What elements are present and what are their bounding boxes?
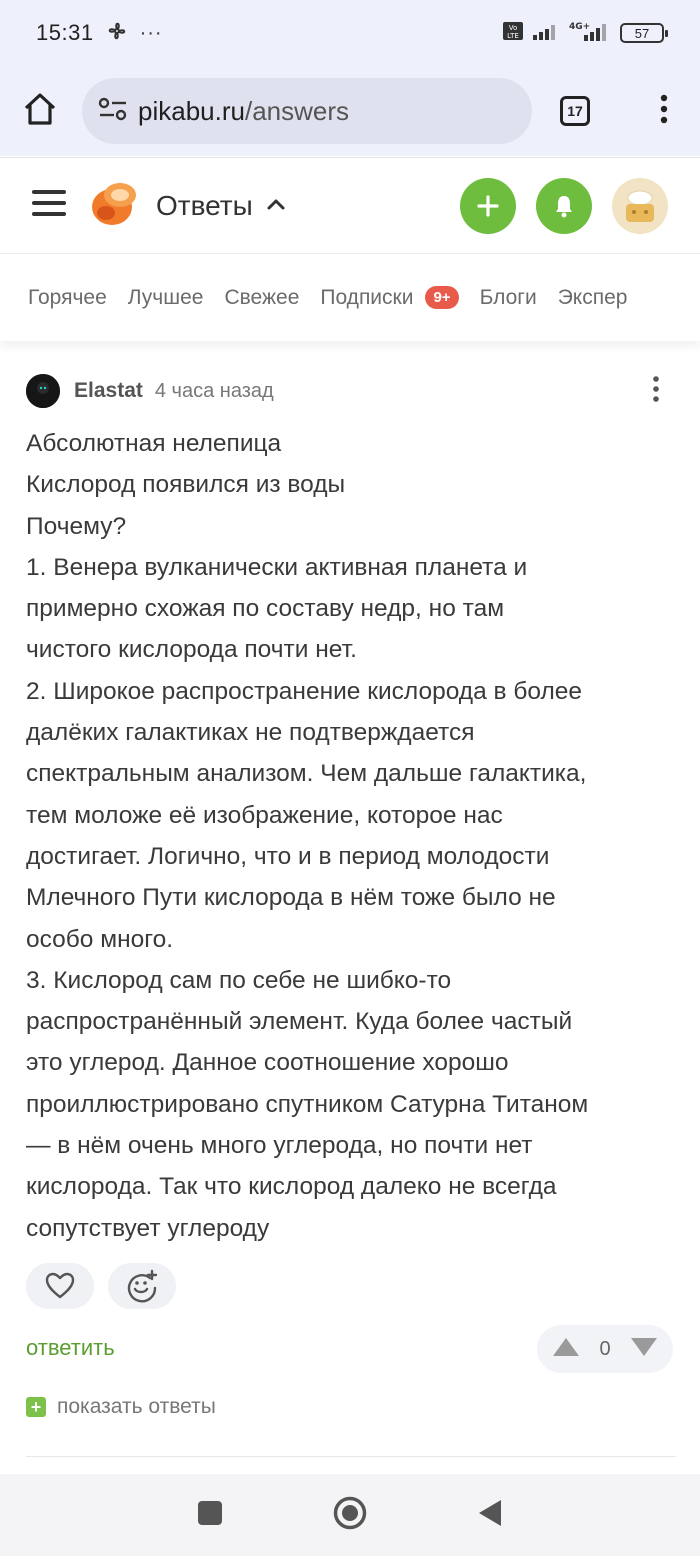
create-post-button[interactable] (460, 178, 516, 234)
notifications-button[interactable] (536, 178, 592, 234)
comment-line: Млечного Пути кислорода в нём тоже было не (26, 884, 556, 912)
reply-link[interactable]: ответить (26, 1335, 115, 1360)
comment-line: — в нём очень много углерода, но почти нет (26, 1132, 533, 1160)
comment-line: далёких галактиках не подтверждается (26, 719, 475, 747)
bell-icon (553, 194, 575, 218)
plus-square-icon: + (26, 1397, 46, 1417)
browser-menu-icon[interactable] (660, 94, 668, 129)
tab-fresh[interactable]: Свежее (224, 285, 300, 309)
comment-line: Почему? (26, 512, 127, 540)
chevron-up-icon[interactable] (267, 197, 285, 215)
subscriptions-badge: 9+ (425, 286, 458, 309)
comment-line: Абсолютная нелепица (26, 430, 282, 457)
comment-time[interactable]: 4 часа назад (154, 379, 274, 402)
tab-subscriptions[interactable] (320, 286, 458, 310)
tab-best[interactable]: Лучшее (127, 285, 204, 309)
user-avatar[interactable] (612, 178, 668, 234)
tab-hot[interactable]: Горячее (28, 285, 107, 309)
fan-icon (106, 20, 128, 47)
comment-line: сопутствует углероду (26, 1214, 270, 1242)
comment-line: кислорода. Так что кислород далеко не всегда (26, 1173, 557, 1201)
like-button[interactable] (26, 1263, 94, 1309)
url-host: pikabu.ru (138, 95, 245, 126)
comment-line: спектральным анализом. Чем дальше галактика, (26, 760, 587, 788)
smiley-plus-icon (125, 1269, 159, 1303)
hamburger-menu-icon[interactable] (32, 188, 66, 223)
status-more-dots: ··· (139, 21, 163, 44)
svg-text:4G+: 4G+ (569, 21, 591, 32)
comment-line: чистого кислорода почти нет. (26, 636, 357, 664)
divider (26, 1456, 676, 1457)
comment-line: проиллюстрировано спутником Сатурна Титаном (26, 1090, 589, 1118)
tab-subscriptions-label: Подписки (320, 285, 414, 309)
heart-icon (45, 1272, 75, 1300)
home-circle-icon[interactable] (333, 1496, 367, 1535)
reactions-bar (26, 1263, 176, 1309)
recent-apps-icon[interactable] (197, 1500, 223, 1531)
home-icon[interactable] (20, 89, 60, 134)
url-text (138, 96, 349, 127)
pikabu-logo[interactable] (90, 179, 140, 232)
back-icon[interactable] (477, 1498, 503, 1533)
add-reaction-button[interactable] (108, 1263, 176, 1309)
status-time: 15:31 (36, 20, 94, 45)
comment-line: тем моложе её изображение, которое нас (26, 801, 503, 829)
status-bar (0, 0, 700, 66)
author-avatar[interactable] (26, 374, 60, 408)
comment-line: Кислород появился из воды (26, 471, 346, 499)
comment-line: 1. Венера вулканически активная планета и (26, 553, 528, 581)
tab-experts[interactable]: Экспер (557, 285, 628, 309)
more-options-icon[interactable] (652, 375, 660, 408)
address-bar[interactable] (82, 78, 532, 144)
site-settings-icon[interactable] (98, 96, 128, 127)
comment-line: это углерод. Данное соотношение хорошо (26, 1049, 509, 1077)
volte-icon (502, 21, 524, 46)
feed-tabs (0, 253, 700, 341)
comment-line: 3. Кислород сам по себе не шибко-то (26, 966, 452, 994)
svg-text:Vo: Vo (508, 23, 518, 32)
show-replies-button[interactable] (26, 1395, 216, 1419)
browser-toolbar (0, 66, 700, 156)
signal-icon (532, 21, 560, 46)
svg-text:LTE: LTE (507, 31, 519, 40)
tab-switcher-button[interactable]: 17 (560, 96, 590, 126)
comment-header (26, 374, 676, 408)
signal-4g-icon (568, 20, 612, 47)
comment-text (26, 423, 676, 1249)
system-navigation-bar (0, 1474, 700, 1556)
plus-icon (476, 194, 500, 218)
comment-line: достигает. Логично, что и в период молодости (26, 842, 550, 870)
rating-value: 0 (599, 1337, 611, 1360)
upvote-icon[interactable] (551, 1336, 581, 1363)
downvote-icon[interactable] (629, 1336, 659, 1363)
comment-line: 2. Широкое распространение кислорода в более (26, 677, 583, 705)
battery-icon: 57 (620, 23, 664, 43)
tab-blogs[interactable]: Блоги (479, 285, 537, 309)
rating-control (537, 1325, 673, 1373)
show-replies-label: показать ответы (57, 1395, 216, 1418)
url-path: /answers (244, 95, 350, 126)
author-name[interactable]: Elastat (74, 379, 143, 402)
comment-line: особо много. (26, 925, 174, 953)
comment-line: распространённый элемент. Куда более частый (26, 1008, 573, 1036)
comment-line: примерно схожая по составу недр, но там (26, 595, 505, 623)
site-section-title[interactable]: Ответы (156, 189, 253, 221)
site-header (0, 157, 700, 253)
